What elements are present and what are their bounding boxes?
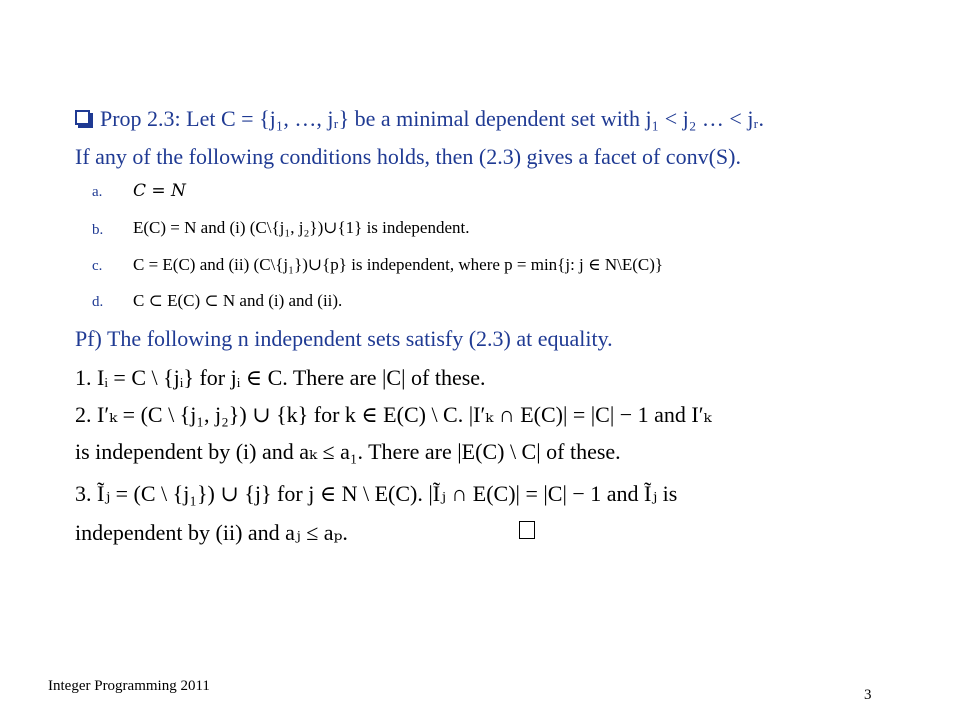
condition-letter-c: c. xyxy=(92,258,103,274)
condition-text-a: C = N xyxy=(133,181,186,201)
condition-b xyxy=(133,219,470,236)
condition-d xyxy=(133,292,342,309)
proof-item-2-text-2: is independent by (i) and aₖ ≤ a₁. There are |E(C) \ C| of these. xyxy=(75,439,621,464)
prop-line-2 xyxy=(75,146,741,168)
proof-header-text: Pf) The following n independent sets satisfy (2.3) at equality. xyxy=(75,326,613,351)
page-number: 3 xyxy=(864,687,872,703)
proof-item-1 xyxy=(75,367,486,389)
square-bullet-icon xyxy=(75,110,90,125)
condition-text-d: C ⊂ E(C) ⊂ N and (i) and (ii). xyxy=(133,291,343,310)
condition-letter-b: b. xyxy=(92,222,104,238)
proof-header xyxy=(75,328,613,350)
qed-square-icon xyxy=(519,521,535,539)
condition-text-c: C = E(C) and (ii) (C\{j₁})∪{p} is independent, where p = min{j: j ∈ N\E(C)} xyxy=(133,255,664,274)
prop-line-1 xyxy=(100,108,764,130)
condition-c xyxy=(133,256,663,273)
proof-item-1-text: 1. Iᵢ = C \ {jᵢ} for jᵢ ∈ C. There are |C| of these. xyxy=(75,365,486,390)
prop-text-2: If any of the following conditions holds, then (2.3) gives a facet of conv(S). xyxy=(75,144,741,169)
proof-item-2-line-2 xyxy=(75,441,621,463)
footer-title: Integer Programming 2011 xyxy=(48,678,210,694)
condition-a xyxy=(133,182,186,200)
condition-text-b: E(C) = N and (i) (C\{j₁, j₂})∪{1} is independent. xyxy=(133,218,470,237)
condition-letter-d: d. xyxy=(92,294,104,310)
proof-item-3-line-1 xyxy=(75,483,677,505)
prop-text-1: Prop 2.3: Let C = {j₁, …, jᵣ} be a minimal dependent set with j₁ < j₂ … < jᵣ. xyxy=(100,106,764,131)
proof-item-3-text-1: 3. Ĩⱼ = (C \ {j₁}) ∪ {j} for j ∈ N \ E(C). |Ĩⱼ ∩ E(C)| = |C| − 1 and Ĩⱼ is xyxy=(75,481,678,506)
proof-item-3-text-2: independent by (ii) and aⱼ ≤ aₚ. xyxy=(75,520,348,545)
proof-item-2-line-1 xyxy=(75,404,712,426)
proof-item-3-line-2 xyxy=(75,522,348,544)
condition-letter-a: a. xyxy=(92,184,103,200)
proof-item-2-text-1: 2. I′ₖ = (C \ {j₁, j₂}) ∪ {k} for k ∈ E(C) \ C. |I′ₖ ∩ E(C)| = |C| − 1 and I′ₖ xyxy=(75,402,712,427)
